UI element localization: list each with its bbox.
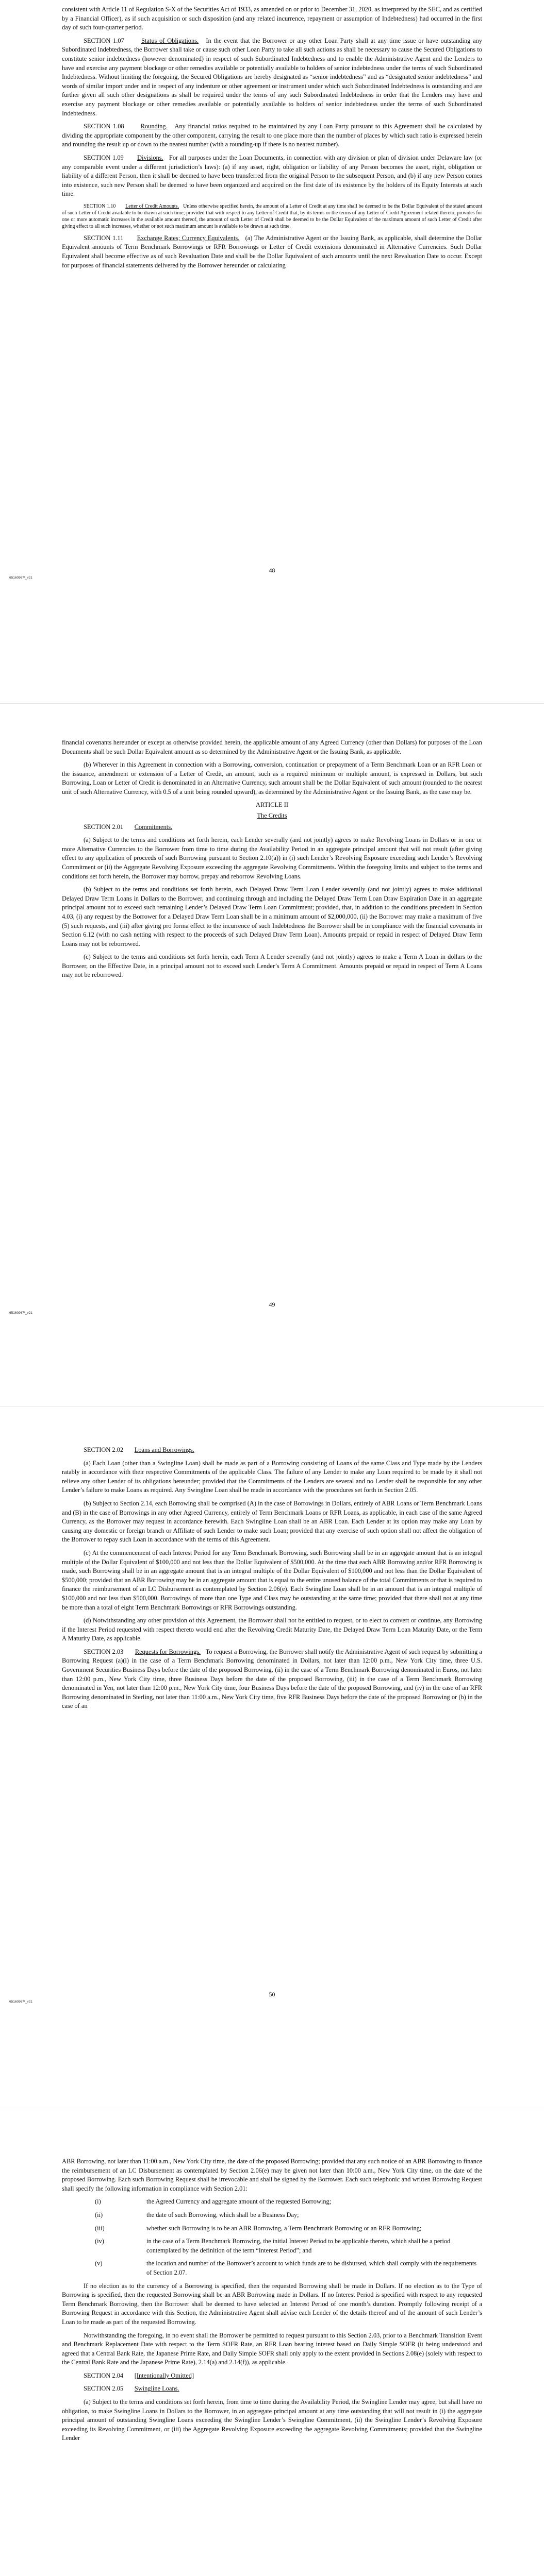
paragraph [62, 1459, 482, 1495]
paragraph [62, 203, 482, 230]
document-id: 65160967\_v21 [9, 1311, 32, 1315]
list-item-text: whether such Borrowing is to be an ABR Borrowing, a Term Benchmark Borrowing or an RFR Borrowing; [146, 2224, 422, 2232]
paragraph-text: Notwithstanding the foregoing, in no event shall the Borrower be permitted to request pursuant to this Section 2.03, prior to a Benchmark Transition Event and Benchmark Replacement Date with respect to the Term SOFR Rate, an RFR Loan bearing interest based on Daily Simple SOFR (it being understood and agreed that a Central Bank Rate, the Japanese Prime Rate, and Daily Simple SOFR shall only apply to the extent provided in Sections 2.08(e) (solely with respect to the Central Bank Rate and the Japanese Prime Rate), 2.14(a) and 2.14(f)), as applicable. [62, 2331, 482, 2366]
paragraph-text: (c) At the commencement of each Interest Period for any Term Benchmark Borrowing, such Borrowing shall be in an aggregate amount that is an integral multiple of the Dollar Equivalent of $100,000 and not less than the Dollar Equivalent of $500,000. At the time that each ABR Borrowing and/or RFR Borrowing is made, such Borrowing shall be in an aggregate amount that is an integral multiple of the Dollar Equivalent of $100,000 and not less than the Dollar Equivalent of $500,000; provided that an ABR Borrowing may be in an aggregate amount that is equal to the entire unused balance of the total Commitments or that is required to finance the reimbursement of an LC Disbursement as contemplated by Section 2.06(e). Each Swingline Loan shall be in an amount that is an integral multiple of $100,000 and not less than $500,000. Borrowings of more than one Type and Class may be outstanding at the same time; provided that there shall not at any time be more than a total of eight Term Benchmark Borrowings or RFR Borrowings outstanding. [62, 1549, 482, 1611]
section-number: SECTION 1.09 [84, 154, 124, 161]
paragraph-text: To request a Borrowing, the Borrower shall notify the Administrative Agent of such request by submitting a Borrowing Request (a)(i) in the case of a Term Benchmark Borrowing denominated in Dollars, not later than 12:00 p.m., New York City time, three U.S. Government Securities Business Days before the date of the proposed Borrowing, (ii) in the case of a Term Benchmark Borrowing denominated in Euros, not later than 12:00 p.m., New York City time, three Business Days before the date of the proposed Borrowing, (iii) in the case of a Term Benchmark Borrowing denominated in Yen, not later than 12:00 p.m., New York City time, four Business Days before the date of the proposed Borrowing, and (iv) in the case of an RFR Borrowing denominated in Sterling, not later than 11:00 a.m., New York City time, five RFR Business Days before the date of the proposed Borrowing or (b) in the case of an [62, 1648, 482, 1710]
paragraph [62, 885, 482, 948]
section-number: SECTION 2.02 [84, 1446, 124, 1453]
page-body [62, 738, 482, 980]
paragraph-text: (a) Subject to the terms and conditions set forth herein, from time to time during the Availability Period, the Swingline Lender may agree, but shall have no obligation, to make Swingline Loans in Dollars to the Borrower, in an aggregate principal amount at any time outstanding that will not result in (i) the aggregate principal amount of outstanding Swingline Loans exceeding the Swingline Lender’s Swingline Commitment, (ii) the Swingline Lender’s Revolving Exposure exceeding its Revolving Commitment, or (iii) the Aggregate Revolving Exposure exceeding the aggregate Revolving Commitments; provided that the Swingline Lender [62, 2398, 482, 2442]
document-page-50 [0, 1406, 544, 2110]
paragraph-text: In the event that the Borrower or any other Loan Party shall at any time issue or have outstanding any Subordinated Indebtedness, the Borrower shall take or cause such other Loan Party to take all such actions as shall be necessary to cause the Secured Obligations to constitute senior indebtedness (however denominated) in respect of such Subordinated Indebtedness and to enable the Administrative Agent and the Lenders to have and exercise any payment blockage or other remedies available or potentially available to holders of senior indebtedness under the terms of such Subordinated Indebtedness. Without limiting the foregoing, the Secured Obligations are hereby designated as “senior indebtedness” and as “designated senior indebtedness” and words of similar import under and in respect of any indenture or other agreement or instrument under which such Subordinated Indebtedness is outstanding and are further given all such other designations as shall be required under the terms of any such Subordinated Indebtedness in order that the Lenders may have and exercise any payment blockage or other remedies available or potentially available to holders of senior indebtedness under the terms of such Subordinated Indebtedness. [62, 37, 482, 117]
paragraph-text: Unless otherwise specified herein, the amount of a Letter of Credit at any time shall be deemed to be the Dollar Equivalent of the stated amount of such Letter of Credit available to be drawn at such time; provided that with respect to any Letter of Credit that, by its terms or the terms of any Letter of Credit Agreement related thereto, provides for one or more automatic increases in the available amount thereof, the amount of such Letter of Credit shall be deemed to be the Dollar Equivalent of the maximum amount of such Letter of Credit after giving effect to all such increases, whether or not such maximum amount is available to be drawn at such time. [62, 203, 482, 229]
paragraph [62, 738, 482, 756]
paragraph [62, 37, 482, 118]
section-number: SECTION 2.03 [84, 1648, 124, 1655]
document-id: 65160967\_v21 [9, 576, 32, 580]
list-item [62, 2237, 482, 2255]
list-item [62, 2197, 482, 2207]
paragraph [62, 1648, 482, 1711]
page-number: 49 [269, 1301, 275, 1308]
paragraph-text: (a) The Administrative Agent or the Issuing Bank, as applicable, shall determine the Dollar Equivalent amounts of Term Benchmark Borrowings or RFR Borrowings or Letter of Credit extensions denominated in Alternative Currencies. Such Dollar Equivalent shall become effective as of such Revaluation Date and shall be the Dollar Equivalent of such amounts until the next Revaluation Date to occur. Except for purposes of financial statements delivered by the Borrower hereunder or calculating [62, 234, 482, 269]
paragraph-text: (d) Notwithstanding any other provision of this Agreement, the Borrower shall not be entitled to request, or to elect to convert or continue, any Borrowing if the Interest Period requested with respect thereto would end after the Revolving Credit Maturity Date, the Delayed Draw Term Loan Maturity Date, or the Term A Maturity Date, as applicable. [62, 1617, 482, 1642]
paragraph [62, 2371, 482, 2381]
page-body [62, 1446, 482, 1711]
section-title: Swingline Loans. [134, 2385, 179, 2393]
section-title: [Intentionally Omitted] [134, 2371, 194, 2379]
page-body [62, 5, 482, 270]
section-number: SECTION 2.05 [84, 2385, 124, 2393]
section-title: Commitments. [134, 823, 173, 831]
paragraph-text: ABR Borrowing, not later than 11:00 a.m., New York City time, the date of the proposed Borrowing; provided that any such notice of an ABR Borrowing to finance the reimbursement of an LC Disbursement as contemplated by Section 2.06(e) may be given not later than 10:00 a.m., New York City time, on the date of the proposed Borrowing. Each such Borrowing Request shall be irrevocable and shall be signed by the Borrower. Each such telephonic and written Borrowing Request shall specify the following information in compliance with Section 2.01: [62, 2158, 482, 2192]
list-item-text: the Agreed Currency and aggregate amount of the requested Borrowing; [146, 2198, 332, 2206]
section-number: SECTION 1.11 [84, 234, 124, 242]
paragraph-text: (b) Wherever in this Agreement in connection with a Borrowing, conversion, continuation or prepayment of a Term Benchmark Loan or an RFR Loan or the issuance, amendment or extension of a Letter of Credit, an amount, such as a required minimum or multiple amount, is expressed in Dollars, but such Borrowing, Loan or Letter of Credit is denominated in an Alternative Currency, such amount shall be the Dollar Equivalent of such amount (rounded to the nearest unit of such Alternative Currency, with 0.5 of a unit being rounded upward), as determined by the Administrative Agent or the Issuing Bank, as the case may be. [62, 761, 482, 795]
paragraph [62, 836, 482, 881]
paragraph-text: (b) Subject to Section 2.14, each Borrowing shall be comprised (A) in the case of Borrowings in Dollars, entirely of ABR Loans or Term Benchmark Loans and (B) in the case of Borrowings in any other Agreed Currency, entirely of Term Benchmark Loans or RFR Loans, as applicable, in each case of the same Agreed Currency, as the Borrower may request in accordance herewith. Each Swingline Loan shall be an ABR Loan. Each Lender at its option may make any Loan by causing any domestic or foreign branch or Affiliate of such Lender to make such Loan; provided that any exercise of such option shall not affect the obligation of the Borrower to repay such Loan in accordance with the terms of this Agreement. [62, 1499, 482, 1544]
paragraph [62, 154, 482, 199]
document-page-48 [0, 0, 544, 703]
section-title: Exchange Rates; Currency Equivalents. [137, 234, 240, 242]
paragraph [62, 953, 482, 980]
section-number: SECTION 1.10 [84, 203, 116, 209]
paragraph-text: consistent with Article 11 of Regulation S-X of the Securities Act of 1933, as amended on or prior to December 31, 2020, as interpreted by the SEC, and as certified by a Financial Officer), as if such acquisition or such disposition (and any related incurrence, repayment or assumption of Indebtedness) had occurred in the first day of such four-quarter period. [62, 6, 482, 31]
paragraph [62, 5, 482, 32]
paragraph [62, 823, 482, 832]
section-heading: The Credits [257, 811, 287, 819]
list-item-text: the date of such Borrowing, which shall be a Business Day; [146, 2211, 299, 2218]
list-item-text: in the case of a Term Benchmark Borrowing, the initial Interest Period to be applicable thereto, which shall be a period contemplated by the definition of the term “Interest Period”; and [146, 2238, 451, 2254]
list-item-number: (v) [95, 2260, 103, 2267]
paragraph-text: (a) Subject to the terms and conditions set forth herein, each Lender severally (and not jointly) agrees to make Revolving Loans in Dollars or in one or more Alternative Currencies to the Borrower from time to time during the Availability Period in an aggregate principal amount that will not result (after giving effect to any application of proceeds of such Borrowing pursuant to Section 2.10(a)) in (i) such Lender’s Revolving Exposure exceeding such Lender’s Revolving Commitment or (ii) the Aggregate Revolving Exposure exceeding the aggregate Revolving Commitments. Within the foregoing limits and subject to the terms and conditions set forth herein, the Borrower may borrow, prepay and reborrow Revolving Loans. [62, 836, 482, 880]
section-title: Requests for Borrowings. [135, 1648, 201, 1655]
list-item-number: (iv) [95, 2238, 104, 2245]
paragraph-text: (b) Subject to the terms and conditions set forth herein, each Delayed Draw Term Loan Lender severally (and not jointly) agrees to make additional Delayed Draw Term Loans in Dollars to the Borrower, and continuing through and including the Delayed Draw Term Loan Draw Expiration Date in an aggregate principal amount not to exceed such remaining Lender’s Delayed Draw Term Loan Commitment; provided, that, in addition to the conditions precedent in Section 4.03, (i) any request by the Borrower for a Delayed Draw Term Loan shall be in a minimum amount of $2,000,000, (ii) the Borrower may make a maximum of five (5) such requests, and (iii) after giving pro forma effect to the incurrence of such Indebtedness the Borrower shall be in compliance with the financial covenants in Section 6.12 (with no cash netting with respect to the proceeds of such Delayed Draw Term Loan). Amounts prepaid or repaid in respect of Delayed Draw Term Loans may not be reborrowed. [62, 886, 482, 947]
list-item [62, 2259, 482, 2277]
paragraph-text: If no election as to the currency of a Borrowing is specified, then the requested Borrowing shall be made in Dollars. If no election as to the Type of Borrowing is specified, then the requested Borrowing shall be an ABR Borrowing made in Dollars. If no Interest Period is specified with respect to any requested Term Benchmark Borrowing, then the Borrower shall be deemed to have selected an Interest Period of one month’s duration. Promptly following receipt of a Borrowing Request in accordance with this Section, the Administrative Agent shall advise each Lender of the details thereof and of the amount of such Lender’s Loan to be made as part of the requested Borrowing. [62, 2282, 482, 2326]
paragraph [62, 1549, 482, 1612]
paragraph-text: financial covenants hereunder or except as otherwise provided herein, the applicable amount of any Agreed Currency (other than Dollars) for purposes of the Loan Documents shall be such Dollar Equivalent amount as so determined by the Administrative Agent or the Issuing Bank, as applicable. [62, 739, 482, 755]
page-body [62, 2157, 482, 2443]
paragraph-text: (c) Subject to the terms and conditions set forth herein, each Term A Lender severally (and not jointly) agrees to make a Term A Loan in dollars to the Borrower, on the Effective Date, in a principal amount not to exceed such Lender’s Term A Commitment. Amounts prepaid or repaid in respect of Term A Loans may not be reborrowed. [62, 953, 482, 979]
paragraph [62, 2384, 482, 2394]
list-item [62, 2211, 482, 2220]
document-page-51 [0, 2110, 544, 2576]
paragraph [62, 1616, 482, 1643]
document-page-49 [0, 703, 544, 1406]
paragraph [62, 2282, 482, 2327]
paragraph [62, 122, 482, 149]
list-item-text: the location and number of the Borrower’s account to which funds are to be disbursed, which shall comply with the requirements of Section 2.07. [146, 2260, 477, 2276]
section-title: Loans and Borrowings. [134, 1446, 194, 1453]
page-number: 50 [269, 1991, 275, 1998]
paragraph-text: Any financial ratios required to be maintained by any Loan Party pursuant to this Agreement shall be calculated by dividing the appropriate component by the other component, carrying the result to one place more than the number of places by which such ratio is expressed herein and rounding the result up or down to the nearest number (with a rounding-up if there is no nearest number). [62, 123, 482, 148]
document-id: 65160967\_v21 [9, 2000, 32, 2004]
paragraph-text: (a) Each Loan (other than a Swingline Loan) shall be made as part of a Borrowing consisting of Loans of the same Class and Type made by the Lenders ratably in accordance with their respective Commitments of the applicable Class. The failure of any Lender to make any Loan required to be made by it shall not relieve any other Lender of its obligations hereunder; provided that the Commitments of the Lenders are several and no Lender shall be responsible for any other Lender’s failure to make Loans as required. Any Swingline Loan shall be made in accordance with the procedures set forth in Section 2.05. [62, 1459, 482, 1494]
list-item-number: (ii) [95, 2211, 103, 2218]
list-item-number: (iii) [95, 2224, 105, 2232]
page-number: 48 [269, 567, 275, 574]
list-item [62, 2224, 482, 2233]
paragraph [62, 2331, 482, 2367]
paragraph [62, 1446, 482, 1455]
paragraph-text: For all purposes under the Loan Documents, in connection with any division or plan of division under Delaware law (or any comparable event under a different jurisdiction’s laws): (a) if any asset, right, obligation or liability of any Person becomes the asset, right, obligation or liability of a different Person, then it shall be deemed to have been transferred from the original Person to the subsequent Person, and (b) if any new Person comes into existence, such new Person shall be deemed to have been organized and acquired on the first date of its existence by the holders of its Equity Interests at such time. [62, 154, 482, 198]
paragraph [62, 2398, 482, 2443]
section-number: SECTION 1.07 [84, 37, 124, 44]
paragraph [62, 2157, 482, 2193]
section-title: Status of Obligations. [141, 37, 199, 44]
list-item-number: (i) [95, 2198, 101, 2206]
paragraph [62, 1499, 482, 1545]
section-title: Rounding. [140, 123, 168, 130]
section-title: Divisions. [137, 154, 163, 161]
section-number: SECTION 2.01 [84, 823, 124, 831]
section-number: SECTION 1.08 [84, 123, 124, 130]
paragraph [62, 760, 482, 796]
section-title: Letter of Credit Amounts. [125, 203, 179, 209]
paragraph [62, 234, 482, 270]
section-number: SECTION 2.04 [84, 2371, 124, 2379]
section-heading: ARTICLE II [256, 801, 288, 808]
